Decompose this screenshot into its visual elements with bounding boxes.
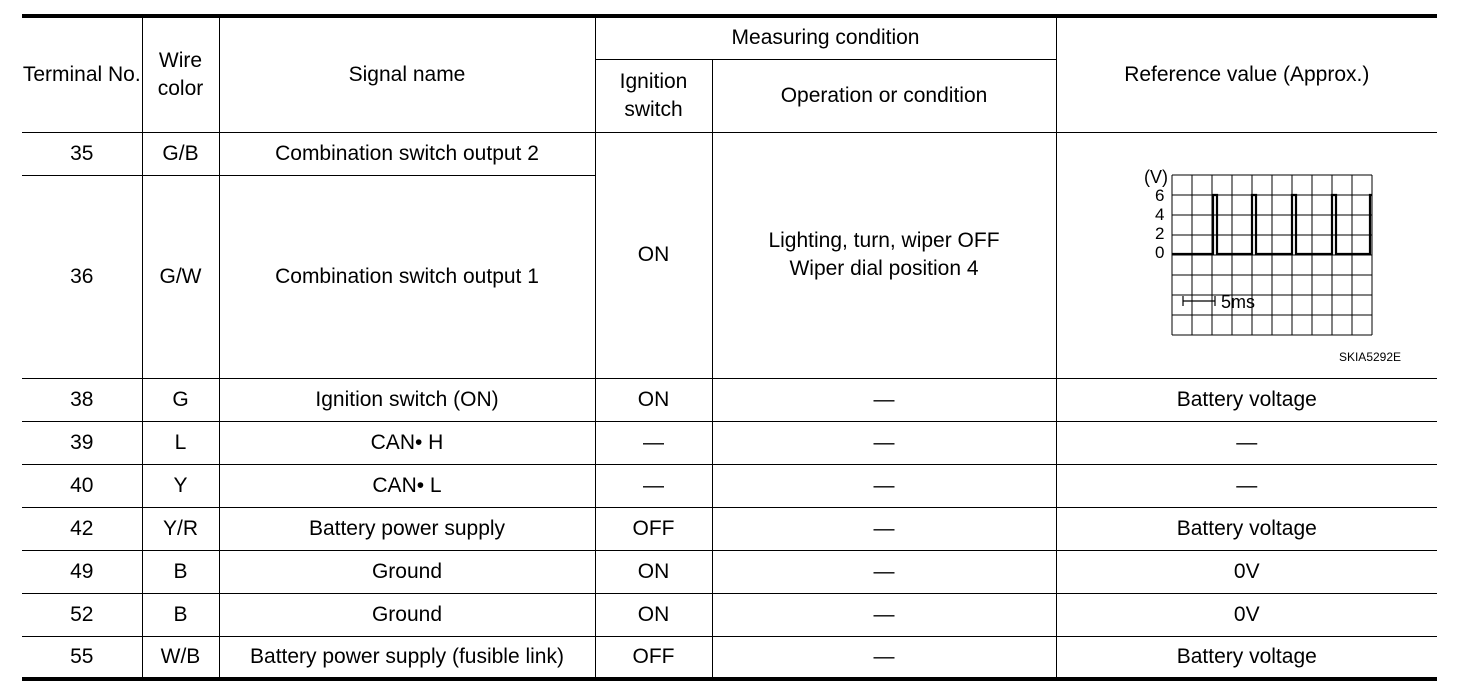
figure-code: SKIA5292E <box>1338 349 1402 364</box>
header-signal-name: Signal name <box>219 16 595 132</box>
terminal-cell: 39 <box>22 421 142 464</box>
terminal-cell: 49 <box>22 550 142 593</box>
reference-cell: — <box>1056 421 1437 464</box>
y-tick-label: 4 <box>1154 205 1165 224</box>
reference-cell: Battery voltage <box>1056 378 1437 421</box>
terminal-cell: 55 <box>22 636 142 679</box>
y-tick-label: 0 <box>1154 243 1165 262</box>
wire-color-cell: Y <box>142 464 219 507</box>
header-measuring-condition: Measuring condition <box>595 16 1056 59</box>
table-row <box>22 378 1437 421</box>
header-ignition-switch: Ignition switch <box>595 59 712 132</box>
signal-name-cell: Ignition switch (ON) <box>219 378 595 421</box>
table-row <box>22 550 1437 593</box>
y-tick-label: 6 <box>1154 186 1165 205</box>
ignition-cell: ON <box>595 550 712 593</box>
reference-cell: 0V <box>1056 593 1437 636</box>
table-row <box>22 507 1437 550</box>
condition-cell <box>712 132 1056 378</box>
reference-cell: Battery voltage <box>1056 507 1437 550</box>
ignition-cell: — <box>595 421 712 464</box>
condition-cell: — <box>712 550 1056 593</box>
signal-name-cell: Ground <box>219 593 595 636</box>
reference-cell: — <box>1056 464 1437 507</box>
condition-line-1: Lighting, turn, wiper OFF <box>768 229 1000 252</box>
terminal-cell: 42 <box>22 507 142 550</box>
table-row <box>22 636 1437 679</box>
condition-line-2: Wiper dial position 4 <box>789 257 979 280</box>
terminal-cell: 52 <box>22 593 142 636</box>
ignition-cell: ON <box>595 378 712 421</box>
signal-name-cell: Battery power supply <box>219 507 595 550</box>
signal-name-cell: Combination switch output 2 <box>219 132 595 175</box>
wire-color-cell: L <box>142 421 219 464</box>
terminal-cell: 40 <box>22 464 142 507</box>
signal-name-cell: Battery power supply (fusible link) <box>219 636 595 679</box>
header-terminal-no: Terminal No. <box>22 16 142 132</box>
time-scale-arrow <box>1183 296 1215 306</box>
reference-waveform-cell <box>1056 132 1437 378</box>
waveform-figure <box>1117 165 1377 345</box>
wire-color-cell: G <box>142 378 219 421</box>
signal-name-cell: CAN• H <box>219 421 595 464</box>
header-row <box>22 16 1437 59</box>
terminal-cell: 35 <box>22 132 142 175</box>
wire-color-cell: Y/R <box>142 507 219 550</box>
table-row <box>22 593 1437 636</box>
condition-cell: — <box>712 593 1056 636</box>
condition-cell: — <box>712 464 1056 507</box>
y-unit-label: (V) <box>1143 167 1168 187</box>
terminal-spec-table <box>22 14 1437 681</box>
condition-cell: — <box>712 507 1056 550</box>
table-row <box>22 464 1437 507</box>
wire-color-cell: B <box>142 550 219 593</box>
ignition-cell: OFF <box>595 636 712 679</box>
signal-name-cell: CAN• L <box>219 464 595 507</box>
ignition-cell: — <box>595 464 712 507</box>
reference-cell: 0V <box>1056 550 1437 593</box>
condition-cell: — <box>712 378 1056 421</box>
time-scale-label: 5ms <box>1220 292 1255 312</box>
condition-cell: — <box>712 421 1056 464</box>
header-reference-value: Reference value (Approx.) <box>1056 16 1437 132</box>
signal-name-cell: Combination switch output 1 <box>219 175 595 378</box>
terminal-cell: 38 <box>22 378 142 421</box>
terminal-cell: 36 <box>22 175 142 378</box>
header-operation-condition: Operation or condition <box>712 59 1056 132</box>
reference-cell: Battery voltage <box>1056 636 1437 679</box>
ignition-cell: ON <box>595 132 712 378</box>
wire-color-cell: W/B <box>142 636 219 679</box>
table-row <box>22 421 1437 464</box>
ignition-cell: ON <box>595 593 712 636</box>
condition-cell: — <box>712 636 1056 679</box>
wire-color-cell: G/W <box>142 175 219 378</box>
header-wire-color: Wire color <box>142 16 219 132</box>
ignition-cell: OFF <box>595 507 712 550</box>
wire-color-cell: G/B <box>142 132 219 175</box>
signal-name-cell: Ground <box>219 550 595 593</box>
y-tick-label: 2 <box>1154 224 1165 243</box>
table-row <box>22 132 1437 175</box>
wire-color-cell: B <box>142 593 219 636</box>
